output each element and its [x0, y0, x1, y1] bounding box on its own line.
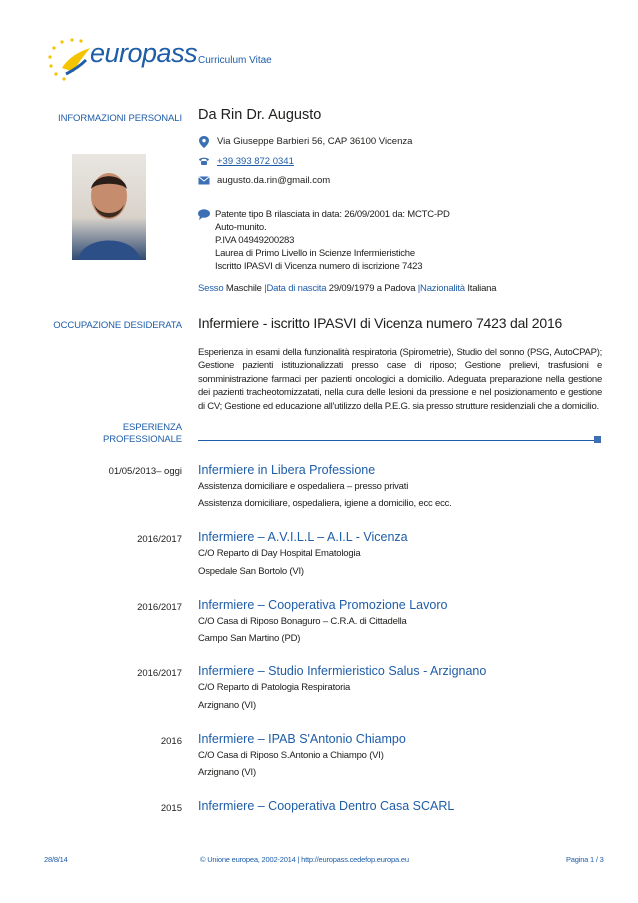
experience-title: Infermiere – Studio Infermieristico Salus - Arzignano: [198, 664, 487, 678]
note-line: Patente tipo B rilasciata in data: 26/09/2001 da: MCTC-PD: [215, 209, 450, 220]
experience-detail: Campo San Martino (PD): [198, 633, 301, 644]
experience-title: Infermiere – A.V.I.L.L – A.I.L - Vicenza: [198, 530, 408, 544]
experience-detail: C/O Reparto di Day Hospital Ematologia: [198, 548, 361, 559]
personal-info-label: INFORMAZIONI PERSONALI: [58, 113, 182, 124]
email-text: augusto.da.rin@gmail.com: [217, 175, 331, 186]
section-divider-end: [594, 436, 601, 443]
footer-copyright[interactable]: © Unione europea, 2002-2014 | http://europass.cedefop.europa.eu: [200, 855, 409, 864]
occupation-title: Infermiere - iscritto IPASVI di Vicenza numero 7423 dal 2016: [198, 315, 563, 331]
occupation-label: OCCUPAZIONE DESIDERATA: [53, 320, 182, 331]
note-line: Iscritto IPASVI di Vicenza numero di iscrizione 7423: [215, 261, 423, 272]
nationality-value: Italiana: [467, 283, 497, 294]
person-name: Da Rin Dr. Augusto: [198, 107, 322, 123]
profile-photo: [72, 154, 146, 260]
note-line: P.IVA 04949200283: [215, 235, 295, 246]
experience-date: 2016/2017: [137, 602, 182, 613]
experience-title: Infermiere – IPAB S'Antonio Chiampo: [198, 732, 406, 746]
sex-label: Sesso: [198, 283, 224, 294]
experience-label-line: ESPERIENZA: [122, 422, 182, 433]
footer-date: 28/8/14: [44, 855, 68, 864]
experience-detail: Arzignano (VI): [198, 767, 256, 778]
experience-detail: C/O Casa di Riposo S.Antonio a Chiampo (VI): [198, 750, 384, 761]
experience-label-line: PROFESSIONALE: [103, 434, 182, 445]
section-divider: [198, 440, 594, 441]
experience-title: Infermiere in Libera Professione: [198, 463, 376, 477]
personal-details-line: [198, 282, 496, 295]
speech-bubble-icon: [198, 209, 210, 220]
experience-date: 2015: [160, 803, 182, 814]
experience-label: [42, 422, 182, 446]
separator: |: [417, 283, 421, 294]
experience-title: Infermiere – Cooperativa Promozione Lavoro: [198, 598, 448, 612]
note-line: Auto-munito.: [215, 222, 267, 233]
experience-detail: Ospedale San Bortolo (VI): [198, 566, 304, 577]
experience-detail: Assistenza domiciliare e ospedaliera – presso privati: [198, 481, 409, 492]
experience-date: 2016: [160, 736, 182, 747]
birth-label: Data di nascita: [266, 283, 327, 294]
address-text: Via Giuseppe Barbieri 56, CAP 36100 Vicenza: [217, 136, 413, 147]
birth-value: 29/09/1979 a Padova: [328, 283, 416, 294]
phone-icon: [198, 156, 210, 166]
footer-page-number: Pagina 1 / 3: [566, 855, 604, 864]
note-line: Laurea di Primo Livello in Scienze Infermieristiche: [215, 248, 415, 259]
experience-detail: C/O Reparto di Patologia Respiratoria: [198, 682, 351, 693]
experience-detail: Arzignano (VI): [198, 700, 256, 711]
experience-detail: Assistenza domiciliare, ospedaliera, igiene a domicilio, ecc ecc.: [198, 498, 452, 509]
logo-wordmark: europass: [90, 38, 198, 68]
experience-title: Infermiere – Cooperativa Dentro Casa SCARL: [198, 799, 455, 813]
experience-date: 2016/2017: [137, 534, 182, 545]
phone-link[interactable]: +39 393 872 0341: [217, 156, 294, 167]
separator: |: [264, 283, 267, 294]
experience-detail: C/O Casa di Riposo Bonaguro – C.R.A. di Cittadella: [198, 616, 407, 627]
experience-date: 01/05/2013– oggi: [108, 466, 182, 477]
experience-date: 2016/2017: [137, 668, 182, 679]
person-silhouette-icon: [72, 154, 146, 260]
location-icon: [199, 136, 209, 148]
europass-logo: [44, 28, 198, 88]
document-title: Curriculum Vitae: [198, 55, 272, 66]
sex-value: Maschile: [225, 283, 262, 294]
occupation-description: Esperienza in esami della funzionalità respiratoria (Spirometrie), Studio del sonno (PSG, AutoCPAP); Gestione pazienti istituzionalizzati presso case di riposo; Gestione prelievi, trasfusioni e somministrazione farmaci per pazienti oncologici a domicilio. Adeguata preparazione nella gestione dei pazienti tracheotomizzatati, nella cura delle lesioni da pressione e nel posizionamento e gestione di CV; Gestione ed educazione all'utilizzo della P.E.G. sia presso strutture residenziali che a domicilio.: [198, 347, 602, 412]
personal-notes: [215, 208, 450, 273]
nationality-label: Nazionalità: [420, 283, 465, 294]
email-icon: [198, 176, 210, 185]
